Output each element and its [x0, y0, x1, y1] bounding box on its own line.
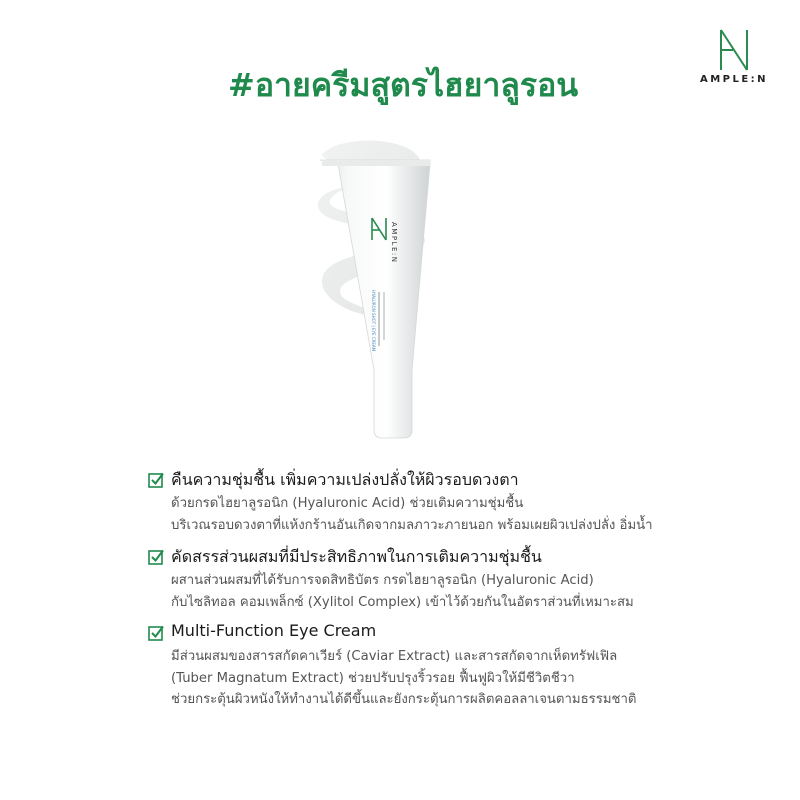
checkbox-check-icon: [148, 471, 165, 488]
feature-title: คืนความชุ่มชื้น เพิ่มความเปล่งปลั่งให้ผิวรอบดวงตา: [171, 470, 519, 489]
tube-brand-text: AMPLE:N: [390, 222, 398, 264]
feature-description: [171, 646, 636, 711]
feature-line: ช่วยกระตุ้นผิวหนังให้ทำงานได้ดีขึ้นและยังกระตุ้นการผลิตคอลลาเจนตามธรรมชาติ: [171, 692, 637, 707]
headline: #อายครีมสูตรไฮยาลูรอน: [228, 66, 579, 104]
checkbox-check-icon: [148, 624, 165, 641]
feature-description: [171, 493, 653, 536]
checkbox-check-icon: [148, 548, 165, 565]
feature-line: มีส่วนผสมของสารสกัดคาเวียร์ (Caviar Extract) และสารสกัดจากเห็ดทรัฟเฟิล: [171, 649, 618, 664]
feature-line: ด้วยกรดไฮยาลูรอนิก (Hyaluronic Acid) ช่วยเติมความชุ่มชื้น: [171, 496, 524, 511]
feature-title: คัดสรรส่วนผสมที่มีประสิทธิภาพในการเติมความชุ่มชื้น: [171, 547, 542, 566]
brand-logo: [694, 28, 774, 88]
feature-title: Multi-Function Eye Cream: [171, 621, 377, 640]
brand-logo-text: AMPLE:N: [699, 74, 769, 85]
feature-line: กับไซลิทอล คอมเพล็กซ์ (Xylitol Complex) เข้าไว้ด้วยกันในอัตราส่วนที่เหมาะสม: [171, 594, 634, 610]
tube-label-text: HYALURON SHOT | EYE CREAM: [371, 290, 376, 352]
feature-line: (Tuber Magnatum Extract) ช่วยปรับปรุงริ้วรอย ฟื้นฟูผิวให้มีชีวิตชีวา: [171, 670, 575, 686]
product-image: [300, 130, 460, 440]
feature-line: ผสานส่วนผสมที่ได้รับการจดสิทธิบัตร กรดไฮยาลูรอนิก (Hyaluronic Acid): [171, 573, 594, 588]
feature-description: [171, 570, 634, 613]
brand-monogram-icon: [717, 28, 751, 72]
feature-line: บริเวณรอบดวงตาที่แห้งกร้านอันเกิดจากมลภาวะภายนอก พร้อมเผยผิวเปล่งปลั่ง อิ่มน้ำ: [171, 517, 653, 533]
